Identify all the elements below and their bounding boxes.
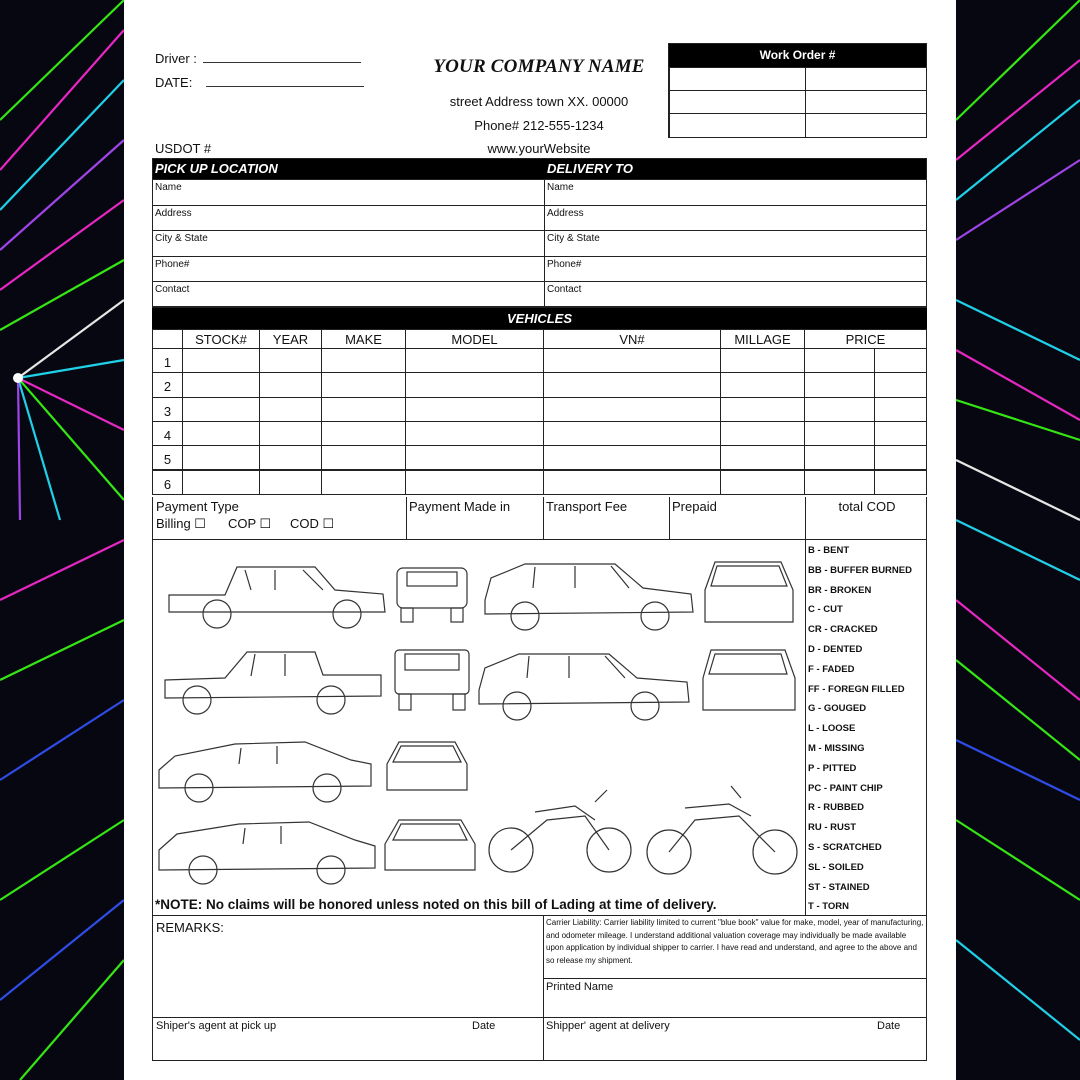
vehicle-cell[interactable] [259,397,322,422]
delivery-date-label: Date [877,1020,901,1032]
vehicle-cell[interactable] [182,397,260,422]
work-order-cell[interactable] [805,90,927,114]
delivery-field-row[interactable] [544,281,927,308]
truck-rear-diagram [395,650,469,710]
pickup-field-row[interactable] [152,179,545,206]
company-name: YOUR COMPANY NAME [433,56,645,77]
transport-fee-label: Transport Fee [546,499,628,514]
damage-code: RU - RUST [808,822,857,834]
shipper-delivery-signature[interactable] [544,1018,927,1060]
pickup-field-label: Address [155,207,192,219]
vehicle-cell[interactable] [874,445,927,470]
printed-name-field[interactable] [543,978,927,1016]
pickup-field-row[interactable] [152,205,545,232]
vehicle-cell[interactable] [321,348,406,373]
cod-checkbox[interactable]: COD ☐ [290,516,335,531]
cop-checkbox[interactable]: COP ☐ [228,516,272,531]
pickup-field-label: Contact [155,284,190,296]
vehicles-column-header: PRICE [804,329,927,349]
pickup-field-row[interactable] [152,281,545,308]
work-order-cell[interactable] [669,67,806,91]
damage-code: SL - SOILED [808,861,864,873]
sedan-front-diagram [387,742,467,790]
vehicle-cell[interactable] [720,421,805,446]
pickup-field-label: Phone# [155,258,190,270]
pickup-field-row[interactable] [152,256,545,283]
damage-code: FF - FOREGN FILLED [808,683,905,695]
delivery-title: DELIVERY TO [544,159,926,179]
vehicles-column-header: MAKE [321,329,406,349]
claims-note: *NOTE: No claims will be honored unless noted on this bill of Lading at time of delivery. [155,897,717,912]
vehicle-cell[interactable] [720,372,805,397]
vehicle-cell[interactable] [543,445,721,470]
pickup-truck-side-diagram [169,567,385,628]
vehicle-cell[interactable] [543,421,721,446]
vehicle-cell[interactable] [182,445,260,470]
vehicle-cell[interactable] [259,348,322,373]
payment-made-in-label: Payment Made in [409,499,511,514]
vehicle-cell[interactable] [874,372,927,397]
damage-diagram-area [152,540,927,916]
company-website: www.yourWebsite [487,141,591,156]
footer-section [152,916,927,1061]
vehicle-cell[interactable] [405,372,544,397]
vehicle-cell[interactable] [321,421,406,446]
driver-field[interactable] [155,49,361,66]
shipper-delivery-label: Shipper' agent at delivery [546,1020,670,1032]
damage-code: C - CUT [808,604,843,616]
vehicle-cell[interactable] [720,397,805,422]
delivery-field-label: Contact [547,284,582,296]
vehicles-table [152,329,927,497]
vehicle-diagrams [155,550,803,890]
damage-legend [808,541,928,917]
motorcycle-diagram [489,790,631,872]
payment-row [152,497,927,540]
vehicle-row-number: 1 [152,348,183,373]
vehicle-cell[interactable] [321,445,406,470]
vehicle-cell[interactable] [182,348,260,373]
vehicle-cell[interactable] [259,470,322,495]
remarks-field[interactable] [153,916,543,1016]
vehicle-row-number: 3 [152,397,183,422]
delivery-field-label: Phone# [547,258,582,270]
vehicles-column-header: MILLAGE [720,329,805,349]
usdot-label: USDOT # [155,141,212,156]
damage-code: BR - BROKEN [808,584,872,596]
vehicle-cell[interactable] [182,470,260,495]
damage-code: P - PITTED [808,762,857,774]
suv-side-diagram [479,654,689,720]
vehicle-cell[interactable] [804,421,875,446]
pickup-field-label: Name [155,182,182,193]
damage-code: F - FADED [808,663,855,675]
work-order-cell[interactable] [805,67,927,91]
vehicle-cell[interactable] [543,348,721,373]
vehicle-cell[interactable] [804,470,875,495]
vehicle-cell[interactable] [182,421,260,446]
driver-label: Driver : [155,51,197,66]
truck-front-diagram [397,568,467,622]
payment-type-label: Payment Type [156,499,239,514]
shipper-pickup-label: Shiper's agent at pick up [156,1020,277,1032]
printed-name-label: Printed Name [546,981,614,993]
suv-rear-diagram [703,650,795,710]
vehicles-column-header: MODEL [405,329,544,349]
vehicle-row-number: 4 [152,421,183,446]
vehicle-cell[interactable] [804,348,875,373]
damage-code: R - RUBBED [808,802,864,814]
work-order-label: Work Order # [669,44,926,67]
pickup-truck-side-diagram [165,652,381,714]
vehicle-row-number: 6 [152,470,183,495]
vehicle-cell[interactable] [874,470,927,495]
carrier-liability-text: Carrier Liability: Carrier liability limited to current "blue book" value for make, model, year of manufacturing, and odometer mileage. I understand additional valuation coverage may individually be made available upon application by individual shipper to carrier. I have read and understand, and agree to the above and so release my shipment. [546,918,924,965]
total-cod-label: total COD [838,499,896,514]
sedan-side-diagram [159,822,375,884]
vehicles-title: VEHICLES [152,308,927,329]
vehicle-row-number: 5 [152,445,183,470]
vehicle-cell[interactable] [259,421,322,446]
vehicles-column-header: VN# [543,329,721,349]
work-order-cell[interactable] [669,113,806,138]
damage-code: B - BENT [808,545,850,556]
vehicle-cell[interactable] [543,372,721,397]
vehicle-cell[interactable] [182,372,260,397]
company-address: street Address town XX. 00000 [449,94,629,109]
pickup-date-label: Date [472,1020,496,1032]
motorcycle-diagram [647,786,797,874]
delivery-field-row[interactable] [544,179,927,206]
company-phone: Phone# 212-555-1234 [474,118,604,133]
delivery-field-label: Address [547,207,584,219]
vehicle-cell[interactable] [321,372,406,397]
vehicle-cell[interactable] [804,397,875,422]
suv-front-diagram [705,562,793,622]
delivery-field-row[interactable] [544,256,927,283]
damage-code: S - SCRATCHED [808,841,882,853]
shipper-pickup-signature[interactable] [153,1018,543,1060]
sedan-rear-diagram [385,820,475,870]
pickup-field-row[interactable] [152,230,545,257]
vehicle-row-number: 2 [152,372,183,397]
vehicle-cell[interactable] [405,470,544,495]
remarks-label: REMARKS: [156,920,224,935]
work-order-box [668,43,927,138]
vehicle-cell[interactable] [321,470,406,495]
pickup-title: PICK UP LOCATION [153,159,544,179]
vehicle-cell[interactable] [720,348,805,373]
vehicle-cell[interactable] [543,397,721,422]
location-section [152,158,927,307]
damage-code: G - GOUGED [808,703,867,715]
vehicle-cell[interactable] [321,397,406,422]
vehicle-cell[interactable] [874,421,927,446]
vehicle-cell[interactable] [720,470,805,495]
damage-code: M - MISSING [808,742,865,754]
vehicle-cell[interactable] [259,372,322,397]
vehicle-cell[interactable] [405,348,544,373]
vehicle-cell[interactable] [804,372,875,397]
vehicle-cell[interactable] [405,421,544,446]
billing-checkbox[interactable]: Billing ☐ [156,516,206,531]
vehicle-cell[interactable] [720,445,805,470]
damage-code: L - LOOSE [808,723,856,735]
vehicle-cell[interactable] [543,470,721,495]
vehicle-cell[interactable] [804,445,875,470]
vehicle-cell[interactable] [874,348,927,373]
delivery-field-row[interactable] [544,205,927,232]
pickup-field-label: City & State [155,233,208,245]
delivery-field-row[interactable] [544,230,927,257]
date-label: DATE: [155,75,193,90]
delivery-field-label: Name [547,182,574,193]
work-order-cell[interactable] [669,90,806,114]
bill-of-lading-sheet [124,0,956,1080]
vehicle-cell[interactable] [405,445,544,470]
damage-code: BB - BUFFER BURNED [808,564,912,576]
sedan-side-diagram [159,742,371,802]
vehicle-cell[interactable] [405,397,544,422]
vehicles-column-header: YEAR [259,329,322,349]
damage-code: PC - PAINT CHIP [808,782,883,794]
damage-code: D - DENTED [808,643,863,655]
vehicles-column-header: STOCK# [182,329,260,349]
work-order-cell[interactable] [805,113,927,138]
suv-side-diagram [485,564,693,630]
row-number-header [152,329,183,349]
damage-code: ST - STAINED [808,881,870,893]
delivery-field-label: City & State [547,233,600,245]
vehicle-cell[interactable] [259,445,322,470]
date-field[interactable] [155,73,364,90]
vehicle-cell[interactable] [874,397,927,422]
damage-code: CR - CRACKED [808,624,878,636]
prepaid-label: Prepaid [672,499,717,514]
damage-code: T - TORN [808,901,849,913]
